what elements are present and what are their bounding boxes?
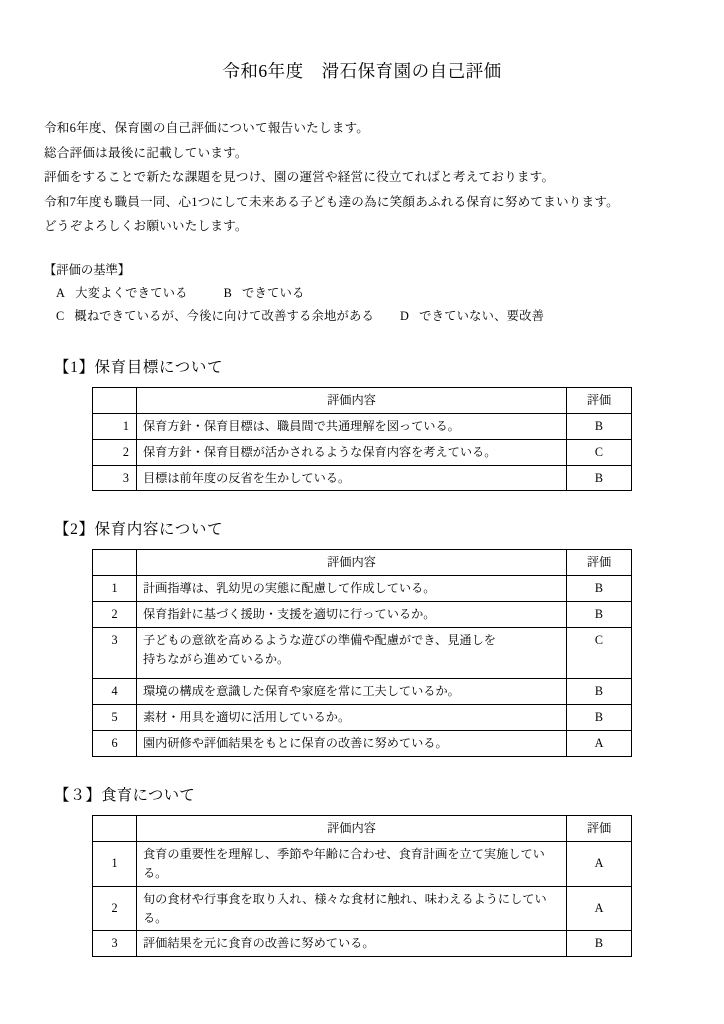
table-row xyxy=(93,465,632,491)
row-content: 環境の構成を意識した保育や家庭を常に工夫しているか。 xyxy=(137,679,567,705)
table-header-no xyxy=(93,815,137,841)
row-content: 園内研修や評価結果をもとに保育の改善に努めている。 xyxy=(137,730,567,756)
table-row xyxy=(93,628,632,679)
row-content: 保育指針に基づく援助・支援を適切に行っているか。 xyxy=(137,602,567,628)
section-hoiku-naiyou xyxy=(44,517,680,756)
intro-line-4: 令和7年度も職員一同、心1つにして未来ある子ども達の為に笑顔あふれる保育に努めてまいります。 xyxy=(44,194,619,209)
evaluation-table-2 xyxy=(92,549,632,756)
row-content: 保育方針・保育目標が活かされるような保育内容を考えている。 xyxy=(137,439,567,465)
table-row xyxy=(93,705,632,731)
intro-line-1: 令和6年度、保育園の自己評価について報告いたします。 xyxy=(44,121,370,135)
table-header-content: 評価内容 xyxy=(137,387,567,413)
section-shokuiku xyxy=(44,783,680,957)
criteria-b-text: できている xyxy=(241,286,305,301)
row-score: C xyxy=(567,628,632,679)
row-content: 評価結果を元に食育の改善に努めている。 xyxy=(137,931,567,957)
row-number: 2 xyxy=(93,602,137,628)
evaluation-table-3 xyxy=(92,815,632,957)
table-row xyxy=(93,413,632,439)
section-hoiku-mokuhyou xyxy=(44,355,680,492)
table-header-row xyxy=(93,815,632,841)
row-content: 旬の食材や行事食を取り入れ、様々な食材に触れ、味わえるようにしている。 xyxy=(137,886,567,931)
table-header-row xyxy=(93,550,632,576)
row-number: 1 xyxy=(93,413,137,439)
row-content: 素材・用具を適切に活用しているか。 xyxy=(137,705,567,731)
row-score: A xyxy=(567,886,632,931)
row-number: 2 xyxy=(93,886,137,931)
criteria-b-label: B xyxy=(223,286,232,301)
page-title: 令和6年度 滑石保育園の自己評価 xyxy=(222,61,502,81)
evaluation-table-1 xyxy=(92,387,632,492)
table-header-score: 評価 xyxy=(567,550,632,576)
table-row xyxy=(93,886,632,931)
intro-paragraph xyxy=(44,116,680,239)
row-score: B xyxy=(567,465,632,491)
row-score: B xyxy=(567,602,632,628)
table-row xyxy=(93,931,632,957)
section-heading-1: 【1】保育目標について xyxy=(54,358,224,376)
section-heading-2: 【2】保育内容について xyxy=(54,521,224,539)
criteria-d-label: D xyxy=(400,309,410,324)
row-number: 3 xyxy=(93,628,137,679)
section-heading-3: 【３】食育について xyxy=(54,786,195,804)
table-header-no xyxy=(93,387,137,413)
table-row xyxy=(93,602,632,628)
row-number: 3 xyxy=(93,465,137,491)
row-number: 4 xyxy=(93,679,137,705)
table-row xyxy=(93,841,632,886)
table-header-content: 評価内容 xyxy=(137,815,567,841)
row-content: 食育の重要性を理解し、季節や年齢に合わせ、食育計画を立て実施している。 xyxy=(137,841,567,886)
criteria-c-text: 概ねできているが、今後に向けて改善する余地がある xyxy=(74,309,375,324)
row-score: B xyxy=(567,931,632,957)
row-content xyxy=(137,628,567,679)
row-score: B xyxy=(567,413,632,439)
row-score: A xyxy=(567,730,632,756)
criteria-block xyxy=(44,259,680,329)
criteria-line-ab xyxy=(44,282,680,305)
row-number: 3 xyxy=(93,931,137,957)
table-row xyxy=(93,730,632,756)
intro-line-2: 総合評価は最後に記載しています。 xyxy=(44,145,248,160)
row-number: 5 xyxy=(93,705,137,731)
criteria-a-label: A xyxy=(56,286,66,301)
row-score: C xyxy=(567,439,632,465)
criteria-heading: 【評価の基準】 xyxy=(44,262,131,277)
row-number: 1 xyxy=(93,841,137,886)
table-row xyxy=(93,439,632,465)
table-header-content: 評価内容 xyxy=(137,550,567,576)
table-header-score: 評価 xyxy=(567,387,632,413)
table-header-score: 評価 xyxy=(567,815,632,841)
row-number: 6 xyxy=(93,730,137,756)
row-content-line-2: 持ちながら進めているか。 xyxy=(143,652,290,667)
row-content: 目標は前年度の反省を生かしている。 xyxy=(137,465,567,491)
row-score: A xyxy=(567,841,632,886)
table-header-row xyxy=(93,387,632,413)
table-row xyxy=(93,679,632,705)
row-number: 1 xyxy=(93,576,137,602)
row-number: 2 xyxy=(93,439,137,465)
table-header-no xyxy=(93,550,137,576)
criteria-c-label: C xyxy=(56,309,65,324)
row-content-line-1: 子どもの意欲を高めるような遊びの準備や配慮ができ、見通しを xyxy=(143,633,496,648)
intro-line-3: 評価をすることで新たな課題を見つけ、園の運営や経営に役立てればと考えております。 xyxy=(44,170,555,185)
criteria-d-text: できていない、要改善 xyxy=(419,309,545,324)
criteria-a-text: 大変よくできている xyxy=(75,286,188,301)
row-content: 保育方針・保育目標は、職員間で共通理解を図っている。 xyxy=(137,413,567,439)
row-score: B xyxy=(567,705,632,731)
intro-line-5: どうぞよろしくお願いいたします。 xyxy=(44,219,248,234)
row-score: B xyxy=(567,679,632,705)
row-content: 計画指導は、乳幼児の実態に配慮して作成している。 xyxy=(137,576,567,602)
table-row xyxy=(93,576,632,602)
criteria-line-cd xyxy=(44,305,680,328)
row-score: B xyxy=(567,576,632,602)
